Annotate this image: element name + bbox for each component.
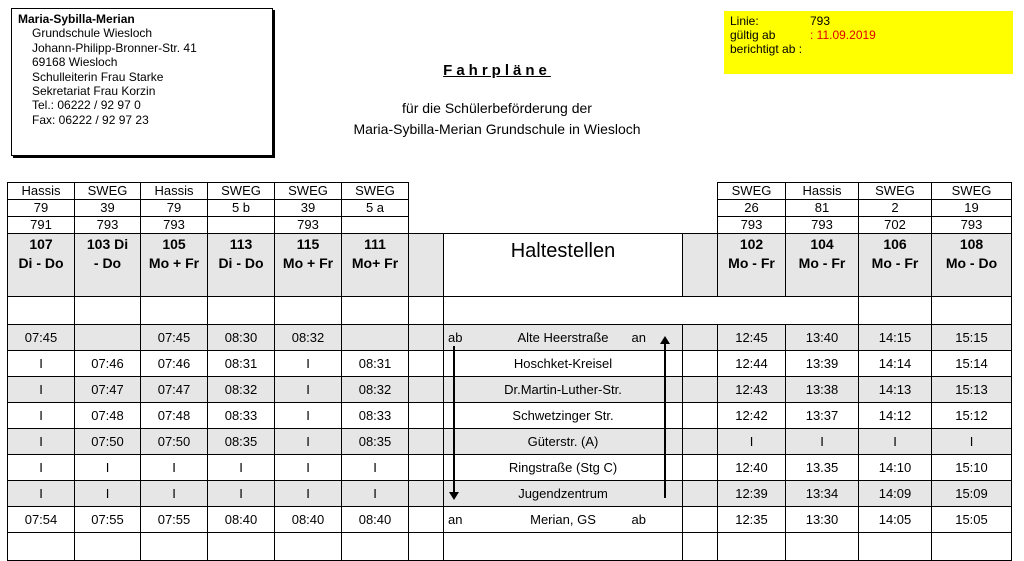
time-cell: 12:35 [718,507,786,533]
spacer-cell [409,481,444,507]
trip-number: 113 [229,236,253,252]
time-cell: 07:55 [141,507,208,533]
route-cell: 793 [932,217,1012,234]
time-cell: 15:13 [932,377,1012,403]
trip-days: Mo + Fr [282,255,334,271]
time-cell: 07:47 [141,377,208,403]
spacer-cell [444,183,683,200]
time-cell: I [8,403,75,429]
valid-from-value: : 11.09.2019 [810,28,876,42]
time-cell: I [8,429,75,455]
spacer-cell [683,200,718,217]
stop-cell [444,377,683,403]
time-cell: 12:39 [718,481,786,507]
time-cell: 13:40 [786,325,859,351]
time-cell: I [932,429,1012,455]
line-info-box [724,11,1013,74]
time-cell: 14:05 [859,507,932,533]
subtitle-line-2: Maria-Sybilla-Merian Grundschule in Wiesloch [353,121,641,137]
empty-cell [208,297,275,325]
stop-cell [444,351,683,377]
spacer-cell [444,217,683,234]
address-line: Fax: 06222 / 92 97 23 [32,112,149,127]
time-cell: 07:46 [141,351,208,377]
departure-marker: ab [448,330,463,345]
spacer-cell [683,507,718,533]
route-cell [208,217,275,234]
time-cell [75,325,141,351]
header-row [8,200,1012,217]
line-number-cell: 79 [8,200,75,217]
spacer-cell [409,351,444,377]
empty-cell [409,297,444,325]
route-cell: 793 [141,217,208,234]
departure-marker: an [448,512,463,527]
time-cell: 14:10 [859,455,932,481]
time-cell: I [786,429,859,455]
time-cell: 07:50 [141,429,208,455]
time-cell: 08:32 [275,325,342,351]
page-title: Fahrpläne [443,62,551,79]
time-cell: I [8,377,75,403]
empty-cell [444,297,683,325]
operator-cell: Hassis [786,183,859,200]
spacer-cell [683,455,718,481]
spacer-cell [683,481,718,507]
operator-cell: Hassis [141,183,208,200]
spacer-cell [409,403,444,429]
line-number-cell: 26 [718,200,786,217]
time-cell: 12:44 [718,351,786,377]
time-cell: I [141,481,208,507]
school-name: Maria-Sybilla-Merian [18,12,135,26]
empty-cell [409,533,444,561]
empty-cell [786,533,859,561]
route-cell [342,217,409,234]
line-number-cell: 39 [275,200,342,217]
time-cell: 08:31 [208,351,275,377]
stop-cell [444,325,683,351]
time-cell: 08:33 [342,403,409,429]
time-cell: 08:35 [342,429,409,455]
empty-cell [683,533,718,561]
time-cell: 07:54 [8,507,75,533]
route-cell: 791 [8,217,75,234]
line-number-cell: 2 [859,200,932,217]
time-cell: 08:40 [275,507,342,533]
trip-number-cell [932,234,1012,297]
trip-header-row [8,234,1012,297]
empty-cell [141,297,208,325]
time-cell: 08:33 [208,403,275,429]
time-cell: 13:38 [786,377,859,403]
stop-name: Hoschket-Kreisel [513,356,613,371]
address-line: 69168 Wiesloch [32,55,118,70]
operator-cell: SWEG [718,183,786,200]
time-cell: 14:13 [859,377,932,403]
time-cell: 15:15 [932,325,1012,351]
stop-name: Dr.Martin-Luther-Str. [504,382,622,397]
trip-number: 111 [364,236,386,252]
time-cell [342,325,409,351]
time-cell: 13:37 [786,403,859,429]
table-row [8,351,1012,377]
table-row [8,455,1012,481]
spacer-cell [409,217,444,234]
timetable [7,182,1012,561]
empty-cell [8,533,75,561]
time-cell: I [8,351,75,377]
trip-number-cell [718,234,786,297]
spacer-cell [409,234,444,297]
spacer-cell [409,507,444,533]
trip-days: Mo + Fr [148,255,200,271]
stop-name: Güterstr. (A) [527,434,599,449]
time-cell: I [8,455,75,481]
time-cell: I [275,481,342,507]
time-cell: 08:40 [208,507,275,533]
trip-days: Mo - Fr [728,255,775,271]
spacer-cell [683,377,718,403]
time-cell: 14:09 [859,481,932,507]
spacer-cell [409,183,444,200]
line-number-cell: 39 [75,200,141,217]
stop-name: Ringstraße (Stg C) [508,460,618,475]
time-cell: 12:45 [718,325,786,351]
time-cell: 07:55 [75,507,141,533]
line-number-cell: 79 [141,200,208,217]
stop-name: Jugendzentrum [518,486,608,501]
time-cell: I [275,377,342,403]
line-number-cell: 5 a [342,200,409,217]
spacer-cell [683,234,718,297]
time-cell: I [275,351,342,377]
table-row [8,481,1012,507]
trip-number-cell [859,234,932,297]
trip-number-cell [75,234,141,297]
time-cell: 08:32 [342,377,409,403]
empty-cell [208,533,275,561]
spacer-cell [409,325,444,351]
operator-cell: SWEG [75,183,141,200]
linie-label: Linie: [730,14,759,28]
route-cell: 793 [75,217,141,234]
line-number-cell: 5 b [208,200,275,217]
time-cell: 07:48 [75,403,141,429]
address-line: Grundschule Wiesloch [32,26,153,41]
line-number-cell: 19 [932,200,1012,217]
empty-cell [275,297,342,325]
stops-header: Haltestellen [444,234,683,297]
time-cell: 12:42 [718,403,786,429]
trip-number-cell [8,234,75,297]
time-cell: I [141,455,208,481]
empty-cell [444,533,683,561]
time-cell: I [75,455,141,481]
time-cell: 07:48 [141,403,208,429]
route-cell: 793 [275,217,342,234]
address-line: Schulleiterin Frau Starke [32,69,164,84]
stop-cell [444,481,683,507]
time-cell: I [342,481,409,507]
table-row [8,507,1012,533]
stop-name: Alte Heerstraße [517,330,609,345]
trip-days: Di - Do [18,255,64,271]
corrected-from-label: berichtigt ab : [730,42,803,56]
time-cell: 15:14 [932,351,1012,377]
time-cell: I [75,481,141,507]
time-cell: 08:32 [208,377,275,403]
trip-number: 115 [296,236,320,252]
time-cell: 07:50 [75,429,141,455]
time-cell: 14:14 [859,351,932,377]
spacer-cell [683,403,718,429]
empty-cell [342,297,409,325]
time-cell: 15:09 [932,481,1012,507]
time-cell: 13:39 [786,351,859,377]
blank-row [8,533,1012,561]
stop-cell [444,507,683,533]
spacer-cell [409,455,444,481]
arrival-marker: ab [631,512,646,527]
valid-from-label: gültig ab [730,28,776,42]
time-cell: 07:45 [8,325,75,351]
spacer-cell [409,377,444,403]
address-line: Johann-Philipp-Bronner-Str. 41 [32,40,197,55]
spacer-cell [683,325,718,351]
trip-days: - Do [93,255,122,271]
header-row [8,217,1012,234]
time-cell: I [208,481,275,507]
time-cell: 08:30 [208,325,275,351]
time-cell: I [8,481,75,507]
linie-value: 793 [810,14,831,28]
trip-days: Mo - Fr [871,255,919,271]
arrival-marker: an [631,330,646,345]
spacer-cell [683,183,718,200]
empty-cell [342,533,409,561]
route-cell: 793 [718,217,786,234]
operator-cell: SWEG [932,183,1012,200]
trip-days: Mo - Fr [798,255,846,271]
operator-cell: SWEG [859,183,932,200]
stop-cell [444,455,683,481]
blank-row [8,297,1012,325]
trip-number: 102 [739,236,764,252]
time-cell: 08:35 [208,429,275,455]
table-row [8,403,1012,429]
trip-number: 106 [883,236,907,252]
route-cell: 702 [859,217,932,234]
route-cell: 793 [786,217,859,234]
trip-number-cell [208,234,275,297]
trip-number: 107 [29,236,53,252]
trip-number-cell [342,234,409,297]
operator-cell: SWEG [275,183,342,200]
empty-cell [859,297,932,325]
spacer-cell [683,351,718,377]
direction-arrow-down-icon [453,346,455,494]
spacer-cell [683,217,718,234]
trip-number-cell [275,234,342,297]
stop-cell [444,403,683,429]
trip-days: Mo - Do [945,255,998,271]
direction-arrow-up-icon [664,342,666,498]
empty-cell [683,297,718,325]
time-cell: 15:05 [932,507,1012,533]
time-cell: 12:40 [718,455,786,481]
time-cell: 08:31 [342,351,409,377]
time-cell: 13.35 [786,455,859,481]
trip-number-cell [786,234,859,297]
trip-number: 108 [959,236,984,252]
time-cell: I [208,455,275,481]
time-cell: 07:45 [141,325,208,351]
subtitle-line-1: für die Schülerbeförderung der [402,100,592,116]
trip-days: Di - Do [218,255,264,271]
table-row [8,325,1012,351]
trip-number-cell [141,234,208,297]
time-cell: I [275,403,342,429]
time-cell: I [718,429,786,455]
time-cell: 14:15 [859,325,932,351]
empty-cell [932,297,1012,325]
empty-cell [718,297,786,325]
time-cell: I [275,429,342,455]
trip-number: 104 [810,236,834,252]
spacer-cell [444,200,683,217]
empty-cell [8,297,75,325]
operator-cell: SWEG [208,183,275,200]
time-cell: 13:30 [786,507,859,533]
time-cell: I [342,455,409,481]
operator-cell: Hassis [8,183,75,200]
trip-number: 105 [162,236,186,252]
address-line: Tel.: 06222 / 92 97 0 [32,98,141,113]
operator-cell: SWEG [342,183,409,200]
empty-cell [786,297,859,325]
time-cell: 12:43 [718,377,786,403]
school-address-box [11,8,273,156]
empty-cell [141,533,208,561]
time-cell: 07:47 [75,377,141,403]
time-cell: 15:12 [932,403,1012,429]
stop-name: Schwetzinger Str. [512,408,614,423]
empty-cell [859,533,932,561]
empty-cell [75,297,141,325]
trip-days: Mo+ Fr [351,255,399,271]
time-cell: 07:46 [75,351,141,377]
empty-cell [718,533,786,561]
time-cell: 14:12 [859,403,932,429]
empty-cell [275,533,342,561]
time-cell: 13:34 [786,481,859,507]
line-number-cell: 81 [786,200,859,217]
table-row [8,429,1012,455]
empty-cell [75,533,141,561]
header-row [8,183,1012,200]
time-cell: 15:10 [932,455,1012,481]
address-line: Sekretariat Frau Korzin [32,84,156,99]
spacer-cell [683,429,718,455]
stop-cell [444,429,683,455]
empty-cell [932,533,1012,561]
time-cell: I [859,429,932,455]
trip-number: 103 Di [86,236,129,252]
time-cell: I [275,455,342,481]
spacer-cell [409,429,444,455]
stop-name: Merian, GS [530,512,596,527]
table-row [8,377,1012,403]
time-cell: 08:40 [342,507,409,533]
spacer-cell [409,200,444,217]
